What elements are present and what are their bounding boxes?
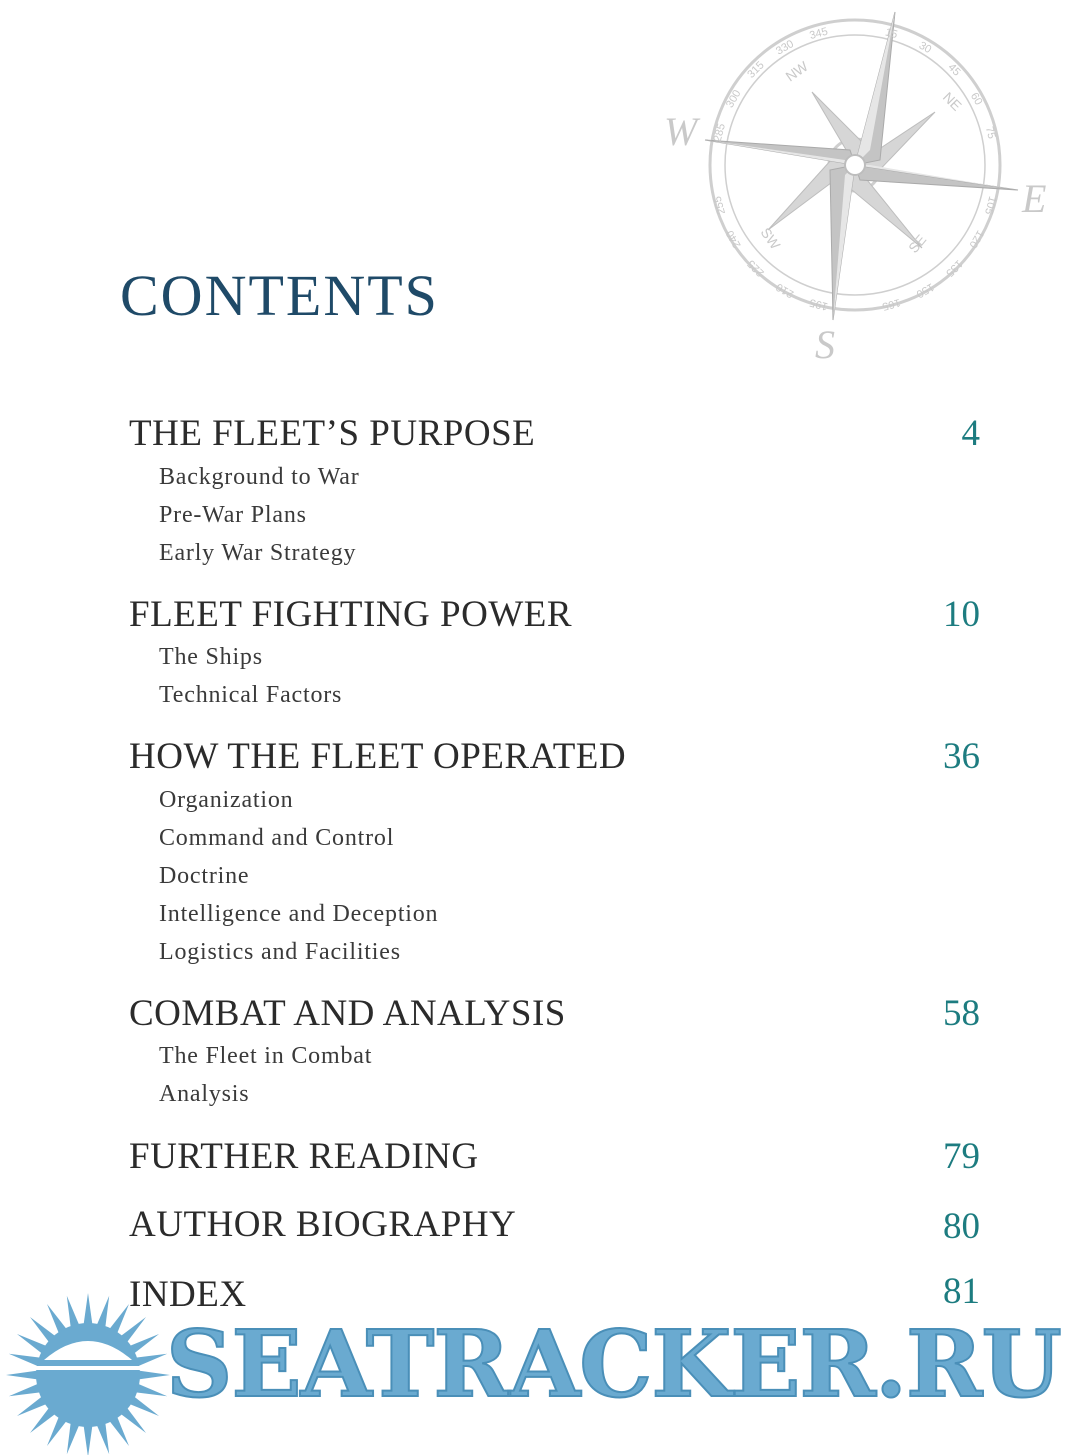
sun-ray — [84, 1293, 93, 1325]
subsection-title: Command and Control — [159, 825, 395, 851]
compass-degree-label: 285 — [711, 122, 728, 144]
watermark-sun-icon — [0, 1290, 170, 1455]
compass-degree-label: 150 — [914, 280, 936, 300]
section-page-number: 80 — [943, 1206, 980, 1247]
sun-ray — [97, 1422, 110, 1454]
subsection-title: Analysis — [159, 1081, 250, 1107]
compass-degree-label: 330 — [774, 38, 796, 58]
sun-ray — [6, 1371, 38, 1380]
subsection-title: Organization — [159, 787, 294, 813]
section-title: THE FLEET’S PURPOSE — [129, 413, 536, 454]
section-page-number: 10 — [943, 594, 980, 635]
compass-degree-label: 315 — [745, 59, 767, 81]
compass-w-label: W — [664, 109, 698, 154]
compass-e-label: E — [1022, 176, 1047, 221]
sun-ray — [135, 1354, 167, 1367]
compass-degree-label: 165 — [880, 296, 902, 313]
section-title: FURTHER READING — [129, 1136, 479, 1177]
compass-degree-label: 345 — [808, 25, 830, 42]
compass-degree-label: 60 — [967, 90, 985, 108]
compass-degree-label: 75 — [982, 125, 998, 141]
compass-degree-label: 135 — [943, 257, 965, 279]
compass-se-label: SE — [905, 231, 930, 256]
subsection-title: Background to War — [159, 464, 360, 490]
section-title: HOW THE FLEET OPERATED — [129, 736, 627, 777]
section-page-number: 79 — [943, 1136, 980, 1177]
sun-ray — [84, 1425, 93, 1455]
compass-s-label: S — [815, 322, 835, 367]
compass-degree-label: 30 — [916, 39, 934, 57]
compass-degree-label: 120 — [966, 228, 986, 250]
compass-degree-label: 45 — [945, 61, 963, 79]
compass-degree-label: 105 — [982, 194, 999, 216]
section-title: COMBAT AND ANALYSIS — [129, 993, 566, 1034]
section-page-number: 81 — [943, 1271, 980, 1312]
compass-degree-label: 300 — [724, 88, 744, 110]
compass-ne-label: NE — [939, 88, 965, 114]
subsection-title: Intelligence and Deception — [159, 901, 439, 927]
page-title: CONTENTS — [120, 263, 439, 328]
sun-ray — [9, 1384, 41, 1397]
compass-nw-label: NW — [782, 57, 811, 85]
sun-ray — [97, 1296, 110, 1328]
section-title: INDEX — [129, 1274, 247, 1315]
compass-degree-label: 225 — [745, 257, 767, 279]
compass-degree-label: 255 — [711, 194, 728, 216]
subsection-title: Early War Strategy — [159, 540, 357, 566]
subsection-title: Doctrine — [159, 863, 250, 889]
compass-sw-label: SW — [757, 224, 784, 253]
subsection-title: Technical Factors — [159, 682, 343, 708]
sun-ray — [67, 1296, 80, 1328]
watermark-text: SEATRACKER.RU — [166, 1310, 1061, 1418]
subsection-title: The Fleet in Combat — [159, 1043, 373, 1069]
compass-rose-icon — [655, 0, 1065, 370]
section-title: FLEET FIGHTING POWER — [129, 594, 573, 635]
section-title: AUTHOR BIOGRAPHY — [129, 1204, 517, 1245]
section-page-number: 4 — [961, 413, 980, 454]
compass-degree-label: 15 — [883, 26, 899, 42]
section-page-number: 36 — [943, 736, 980, 777]
sun-ray — [9, 1354, 41, 1367]
subsection-title: The Ships — [159, 644, 263, 670]
sun-ray — [67, 1422, 80, 1454]
section-page-number: 58 — [943, 993, 980, 1034]
sun-ray — [135, 1384, 167, 1397]
compass-degree-label: 210 — [774, 280, 796, 300]
subsection-title: Pre-War Plans — [159, 502, 307, 528]
subsection-title: Logistics and Facilities — [159, 939, 401, 965]
compass-degree-label: 240 — [724, 228, 744, 250]
compass-degree-label: 195 — [808, 296, 830, 313]
